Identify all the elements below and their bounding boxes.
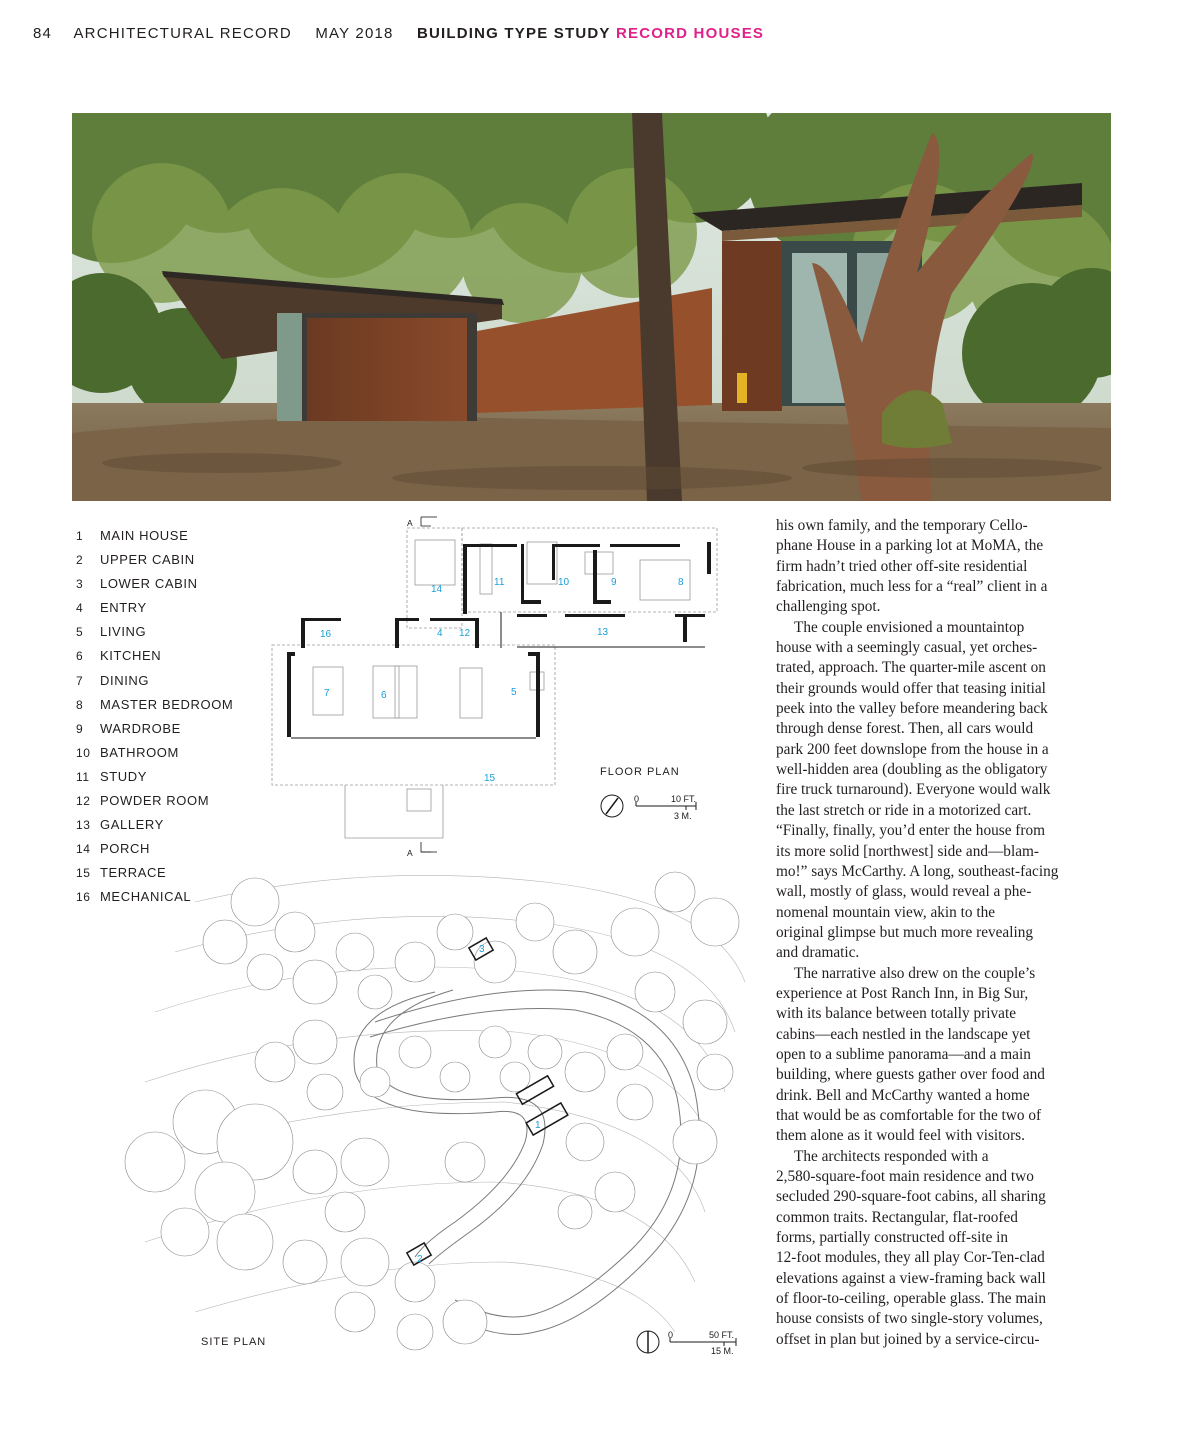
body-text-line: The narrative also drew on the couple’s bbox=[794, 964, 1036, 982]
body-text-line: fabrication, much less for a “real” client in a bbox=[776, 578, 1048, 596]
legend-number: 1 bbox=[76, 529, 84, 543]
section-marker-top: A bbox=[407, 518, 413, 528]
room-legend bbox=[76, 528, 266, 914]
legend-label: GALLERY bbox=[100, 817, 164, 833]
room-tag-bathroom: 10 bbox=[558, 577, 570, 588]
body-text-line: its more solid [northwest] side and—blam- bbox=[776, 842, 1039, 860]
section-marker-bottom: A bbox=[407, 848, 413, 858]
site-tag-lower-cabin: 3 bbox=[479, 944, 485, 955]
legend-number: 3 bbox=[76, 577, 84, 592]
floor-plan-scale bbox=[596, 790, 716, 826]
legend-number: 2 bbox=[76, 553, 84, 568]
site-tag-upper-cabin: 2 bbox=[417, 1254, 423, 1265]
legend-number: 12 bbox=[76, 794, 91, 809]
body-text-line: fire truck turnaround). Everyone would walk bbox=[776, 781, 1051, 799]
body-text-line: the last stretch or ride in a motorized cart. bbox=[776, 801, 1032, 819]
legend-item bbox=[76, 624, 266, 648]
legend-number: 16 bbox=[76, 890, 91, 905]
body-text-line: that would be as comfortable for the two of bbox=[776, 1106, 1042, 1124]
room-tag-porch: 14 bbox=[431, 584, 443, 595]
body-text-line: trated, approach. The quarter-mile ascent on bbox=[776, 659, 1046, 677]
legend-item bbox=[76, 600, 266, 624]
site-plan-drawing bbox=[115, 862, 755, 1357]
body-text-line: drink. Bell and McCarthy wanted a home bbox=[776, 1086, 1030, 1104]
legend-label: UPPER CABIN bbox=[100, 552, 195, 568]
legend-label: MAIN HOUSE bbox=[100, 528, 189, 543]
site-plan-scale bbox=[632, 1326, 752, 1360]
body-text-line: experience at Post Ranch Inn, in Big Sur, bbox=[776, 984, 1029, 1002]
body-text-line: through dense forest. Then, all cars would bbox=[776, 720, 1034, 738]
body-text-line: and dramatic. bbox=[776, 944, 860, 962]
body-text-line: original glimpse but much more revealing bbox=[776, 923, 1034, 941]
legend-label: POWDER ROOM bbox=[100, 793, 210, 809]
body-text-line: phane House in a parking lot at MoMA, the bbox=[776, 537, 1044, 555]
body-text-line: 12-foot modules, they all play Cor-Ten-clad bbox=[776, 1249, 1045, 1267]
room-tag-gallery: 13 bbox=[597, 627, 609, 638]
body-text-line: “Finally, finally, you’d enter the house from bbox=[776, 822, 1046, 840]
section-accent: RECORD HOUSES bbox=[615, 25, 765, 42]
legend-label: ENTRY bbox=[100, 600, 147, 616]
legend-number: 5 bbox=[76, 625, 84, 640]
legend-number: 15 bbox=[76, 866, 91, 881]
legend-label: MASTER BEDROOM bbox=[100, 696, 234, 712]
running-header bbox=[33, 25, 764, 45]
body-text-line: mo!” says McCarthy. A long, southeast-facing bbox=[776, 862, 1059, 880]
room-tag-study: 11 bbox=[494, 577, 505, 588]
legend-item bbox=[76, 552, 266, 576]
legend-number: 6 bbox=[76, 649, 84, 664]
legend-number: 14 bbox=[76, 842, 91, 857]
section-name: BUILDING TYPE STUDY bbox=[416, 25, 611, 42]
legend-label: DINING bbox=[100, 672, 150, 688]
body-text-line: them alone as it would feel with visitors. bbox=[776, 1127, 1025, 1145]
body-text-line: park 200 feet downslope from the house in a bbox=[776, 740, 1049, 758]
floor-plan-label: FLOOR PLAN bbox=[600, 766, 680, 778]
room-tag-master-bedroom: 8 bbox=[678, 577, 684, 588]
legend-label: TERRACE bbox=[100, 865, 167, 881]
publication-name: ARCHITECTURAL RECORD bbox=[73, 25, 292, 42]
body-text-line: The couple envisioned a mountaintop bbox=[794, 618, 1025, 636]
legend-number: 10 bbox=[76, 745, 91, 760]
body-text-line: his own family, and the temporary Cello- bbox=[776, 517, 1028, 534]
legend-item bbox=[76, 721, 266, 745]
site-tag-main-house: 1 bbox=[535, 1120, 541, 1131]
house-photo bbox=[72, 113, 1111, 501]
body-text-line: offset in plan but joined by a service-circu- bbox=[776, 1330, 1040, 1348]
scale-zero: 0 bbox=[634, 794, 640, 804]
legend-item bbox=[76, 817, 266, 841]
legend-item bbox=[76, 528, 266, 552]
body-text-line: with its balance between totally private bbox=[776, 1005, 1016, 1023]
site-scale-zero: 0 bbox=[668, 1330, 674, 1340]
room-tag-wardrobe: 9 bbox=[611, 577, 617, 588]
body-text-line: building, where guests gather over food and bbox=[776, 1066, 1045, 1084]
body-text-line: 2,580-square-foot main residence and two bbox=[776, 1168, 1034, 1185]
legend-item bbox=[76, 745, 266, 769]
legend-item bbox=[76, 697, 266, 721]
legend-label: LIVING bbox=[100, 624, 147, 640]
body-text-line: well-hidden area (doubling as the obligatory bbox=[776, 761, 1048, 779]
body-text-line: their grounds would offer that teasing initial bbox=[776, 679, 1046, 697]
body-text-line: firm hadn’t tried other off-site residential bbox=[776, 557, 1028, 575]
legend-label: LOWER CABIN bbox=[100, 576, 198, 592]
room-tag-dining: 7 bbox=[324, 688, 330, 699]
body-text-line: of floor-to-ceiling, operable glass. The main bbox=[776, 1290, 1046, 1308]
page-number: 84 bbox=[33, 25, 53, 42]
issue-date: MAY 2018 bbox=[315, 25, 394, 42]
site-scale-feet: 50 FT. bbox=[709, 1330, 735, 1340]
article-body-text bbox=[776, 516, 1106, 1350]
site-plan-label: SITE PLAN bbox=[201, 1336, 267, 1348]
body-text-line: The architects responded with a bbox=[794, 1147, 989, 1165]
legend-number: 8 bbox=[76, 697, 84, 712]
body-text-line: nomenal mountain view, akin to the bbox=[776, 903, 996, 921]
scale-meters: 3 M. bbox=[674, 811, 692, 821]
legend-number: 9 bbox=[76, 721, 84, 736]
body-text-line: secluded 290-square-foot cabins, all sharing bbox=[776, 1188, 1046, 1206]
site-scale-meters: 15 M. bbox=[711, 1346, 734, 1356]
room-tag-mechanical: 16 bbox=[320, 629, 332, 640]
legend-number: 7 bbox=[76, 673, 84, 688]
body-text-line: cabins—each nestled in the landscape yet bbox=[776, 1025, 1031, 1043]
body-text-line: house consists of two single-story volumes, bbox=[776, 1310, 1043, 1328]
room-tag-powder-room: 12 bbox=[459, 628, 471, 639]
body-text-line: open to a sublime panorama—and a main bbox=[776, 1045, 1031, 1063]
legend-number: 13 bbox=[76, 818, 91, 833]
legend-number: 4 bbox=[76, 601, 84, 616]
legend-label: BATHROOM bbox=[100, 744, 179, 760]
body-text-line: elevations against a view-framing back wall bbox=[776, 1269, 1046, 1287]
body-text-line: forms, partially constructed off-site in bbox=[776, 1229, 1009, 1247]
body-text-line: challenging spot. bbox=[776, 598, 881, 616]
legend-item bbox=[76, 673, 266, 697]
scale-feet: 10 FT. bbox=[671, 794, 697, 804]
legend-number: 11 bbox=[76, 769, 90, 784]
legend-item bbox=[76, 793, 266, 817]
body-text-line: house with a seemingly casual, yet orches- bbox=[776, 639, 1038, 657]
legend-item bbox=[76, 576, 266, 600]
legend-label: WARDROBE bbox=[100, 720, 181, 736]
body-text-line: peek into the valley before meandering back bbox=[776, 700, 1048, 718]
room-tag-kitchen: 6 bbox=[381, 690, 387, 701]
legend-label: PORCH bbox=[100, 841, 150, 857]
legend-item bbox=[76, 648, 266, 672]
legend-label: MECHANICAL bbox=[100, 889, 192, 905]
legend-label: STUDY bbox=[100, 768, 148, 784]
room-tag-terrace: 15 bbox=[484, 773, 496, 784]
legend-item bbox=[76, 769, 266, 793]
room-tag-entry: 4 bbox=[437, 628, 443, 639]
room-tag-living: 5 bbox=[511, 687, 517, 698]
body-text-line: common traits. Rectangular, flat-roofed bbox=[776, 1208, 1018, 1226]
body-text-line: wall, mostly of glass, would reveal a phe- bbox=[776, 883, 1032, 901]
legend-label: KITCHEN bbox=[100, 648, 162, 664]
